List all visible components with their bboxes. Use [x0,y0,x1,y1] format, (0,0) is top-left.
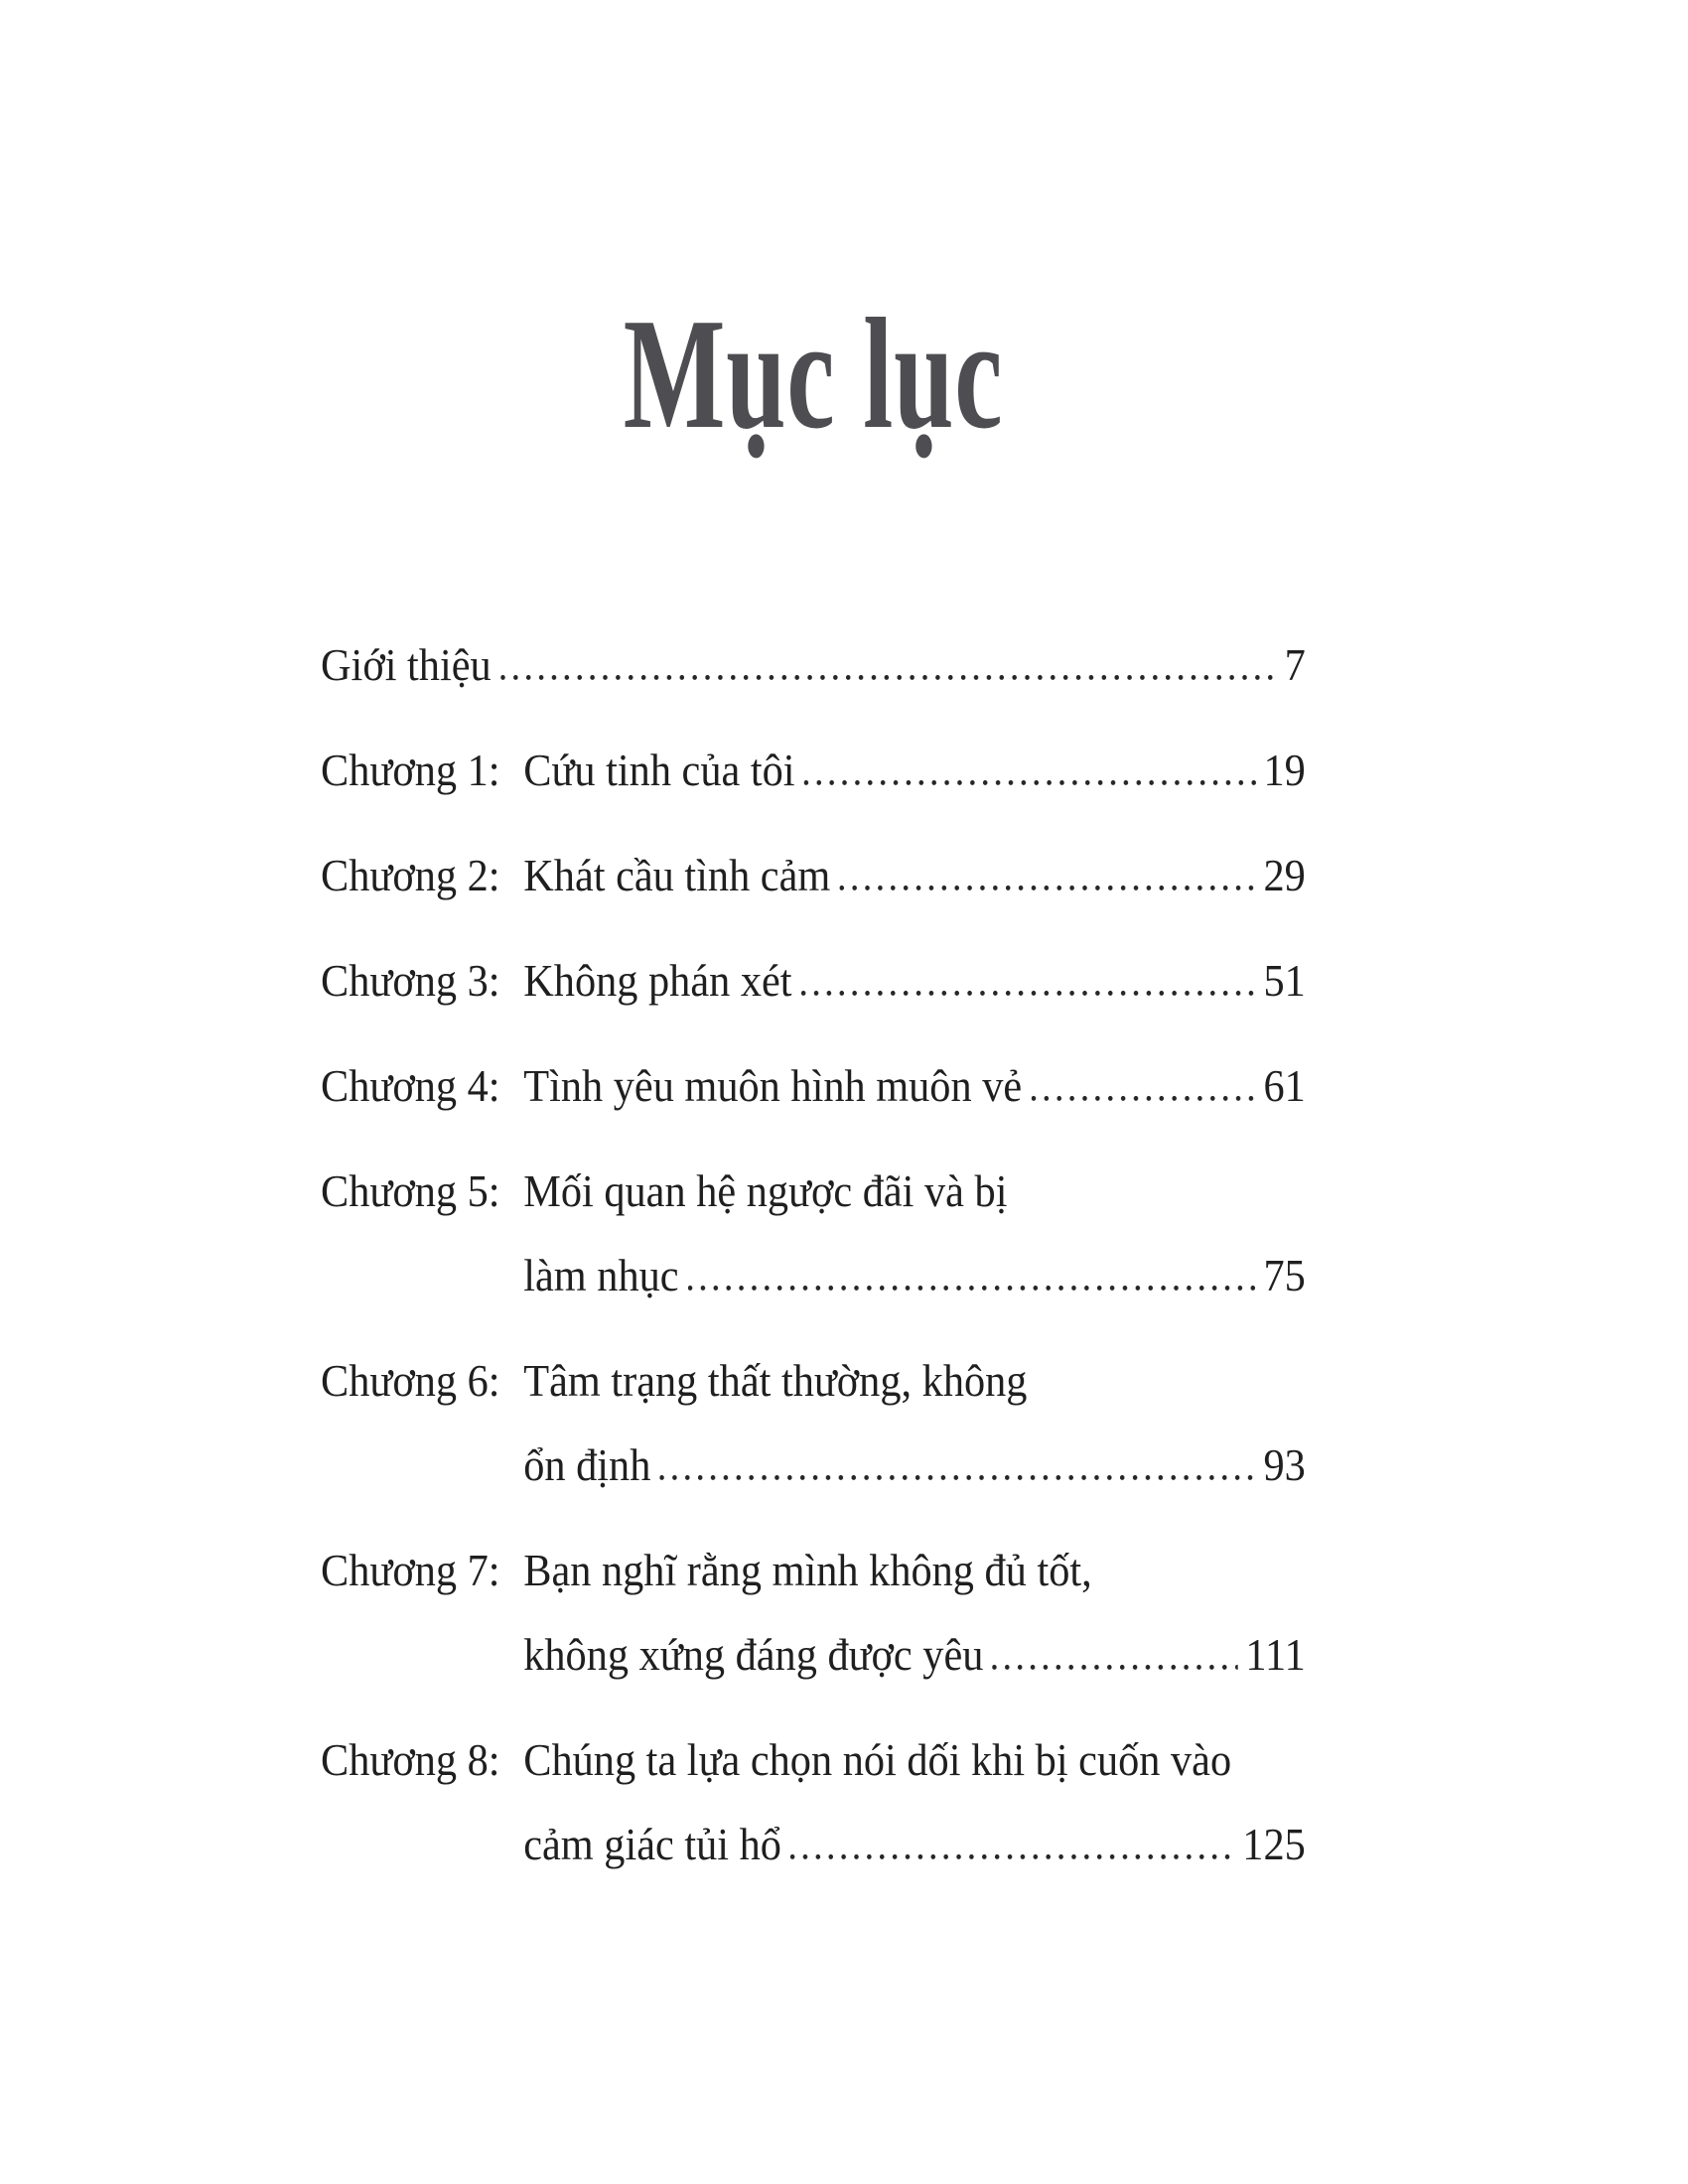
toc-entry [321,951,1306,1011]
toc-entry-row [321,951,1306,1011]
entry-title: Chúng ta lựa chọn nói dối khi bị cuốn vào [523,1734,1232,1785]
entry-title-continued: không xứng đáng được yêu [523,1629,984,1680]
toc-entry-continuation-row [321,1246,1306,1305]
entry-title: Không phán xét [523,955,792,1006]
table-of-contents [321,635,1306,1874]
toc-entry [321,1351,1306,1495]
entry-title: Tình yêu muôn hình muôn vẻ [523,1060,1023,1111]
chapter-label: Chương 6: [321,1355,500,1406]
entry-title-continued: ổn định [523,1439,651,1490]
dot-leader [1031,1095,1256,1101]
dot-leader [993,1664,1238,1670]
entry-title: Tâm trạng thất thường, không [523,1355,1028,1406]
page-title: Mục lục [623,285,1004,462]
entry-title-continued: cảm giác tủi hổ [523,1819,781,1869]
toc-entry-continuation-row [321,1435,1306,1495]
toc-entry [321,741,1306,800]
toc-entry-row [321,1351,1306,1411]
chapter-label: Chương 4: [321,1060,500,1111]
dot-leader [801,990,1256,996]
toc-entry [321,1541,1306,1685]
page-number: 7 [1284,639,1306,690]
chapter-label: Chương 7: [321,1545,500,1595]
page-number: 19 [1263,745,1306,795]
toc-entry-continuation-row [321,1625,1306,1685]
chapter-label: Chương 5: [321,1165,500,1216]
entry-title-continued: làm nhục [523,1250,679,1300]
page-number: 75 [1263,1250,1306,1300]
page-number: 93 [1263,1439,1306,1490]
toc-entry [321,1730,1306,1874]
toc-entry-row [321,1730,1306,1790]
entry-title: Bạn nghĩ rằng mình không đủ tốt, [523,1545,1092,1595]
dot-leader [804,779,1256,785]
chapter-label: Chương 2: [321,850,500,900]
dot-leader [840,885,1257,890]
entry-title: Khát cầu tình cảm [523,850,831,900]
entry-title: Mối quan hệ ngược đãi và bị [523,1165,1008,1216]
toc-entry [321,1161,1306,1305]
toc-entry-row [321,1541,1306,1600]
toc-entry [321,1056,1306,1116]
dot-leader [500,674,1277,680]
page-number: 125 [1242,1819,1306,1869]
dot-leader [660,1474,1257,1480]
chapter-label: Chương 3: [321,955,500,1006]
toc-entry [321,635,1306,695]
page-number: 111 [1245,1629,1306,1680]
entry-title: Giới thiệu [321,639,492,690]
page-number: 51 [1263,955,1306,1006]
page-number: 29 [1263,850,1306,900]
toc-entry [321,846,1306,905]
dot-leader [790,1853,1235,1859]
entry-title: Cứu tinh của tôi [523,745,795,795]
page-number: 61 [1263,1060,1306,1111]
toc-entry-row [321,846,1306,905]
chapter-label: Chương 8: [321,1734,500,1785]
toc-entry-row [321,1056,1306,1116]
chapter-label: Chương 1: [321,745,500,795]
toc-entry-row [321,741,1306,800]
toc-entry-row [321,1161,1306,1221]
toc-entry-row [321,635,1306,695]
toc-entry-continuation-row [321,1815,1306,1874]
dot-leader [688,1285,1256,1291]
